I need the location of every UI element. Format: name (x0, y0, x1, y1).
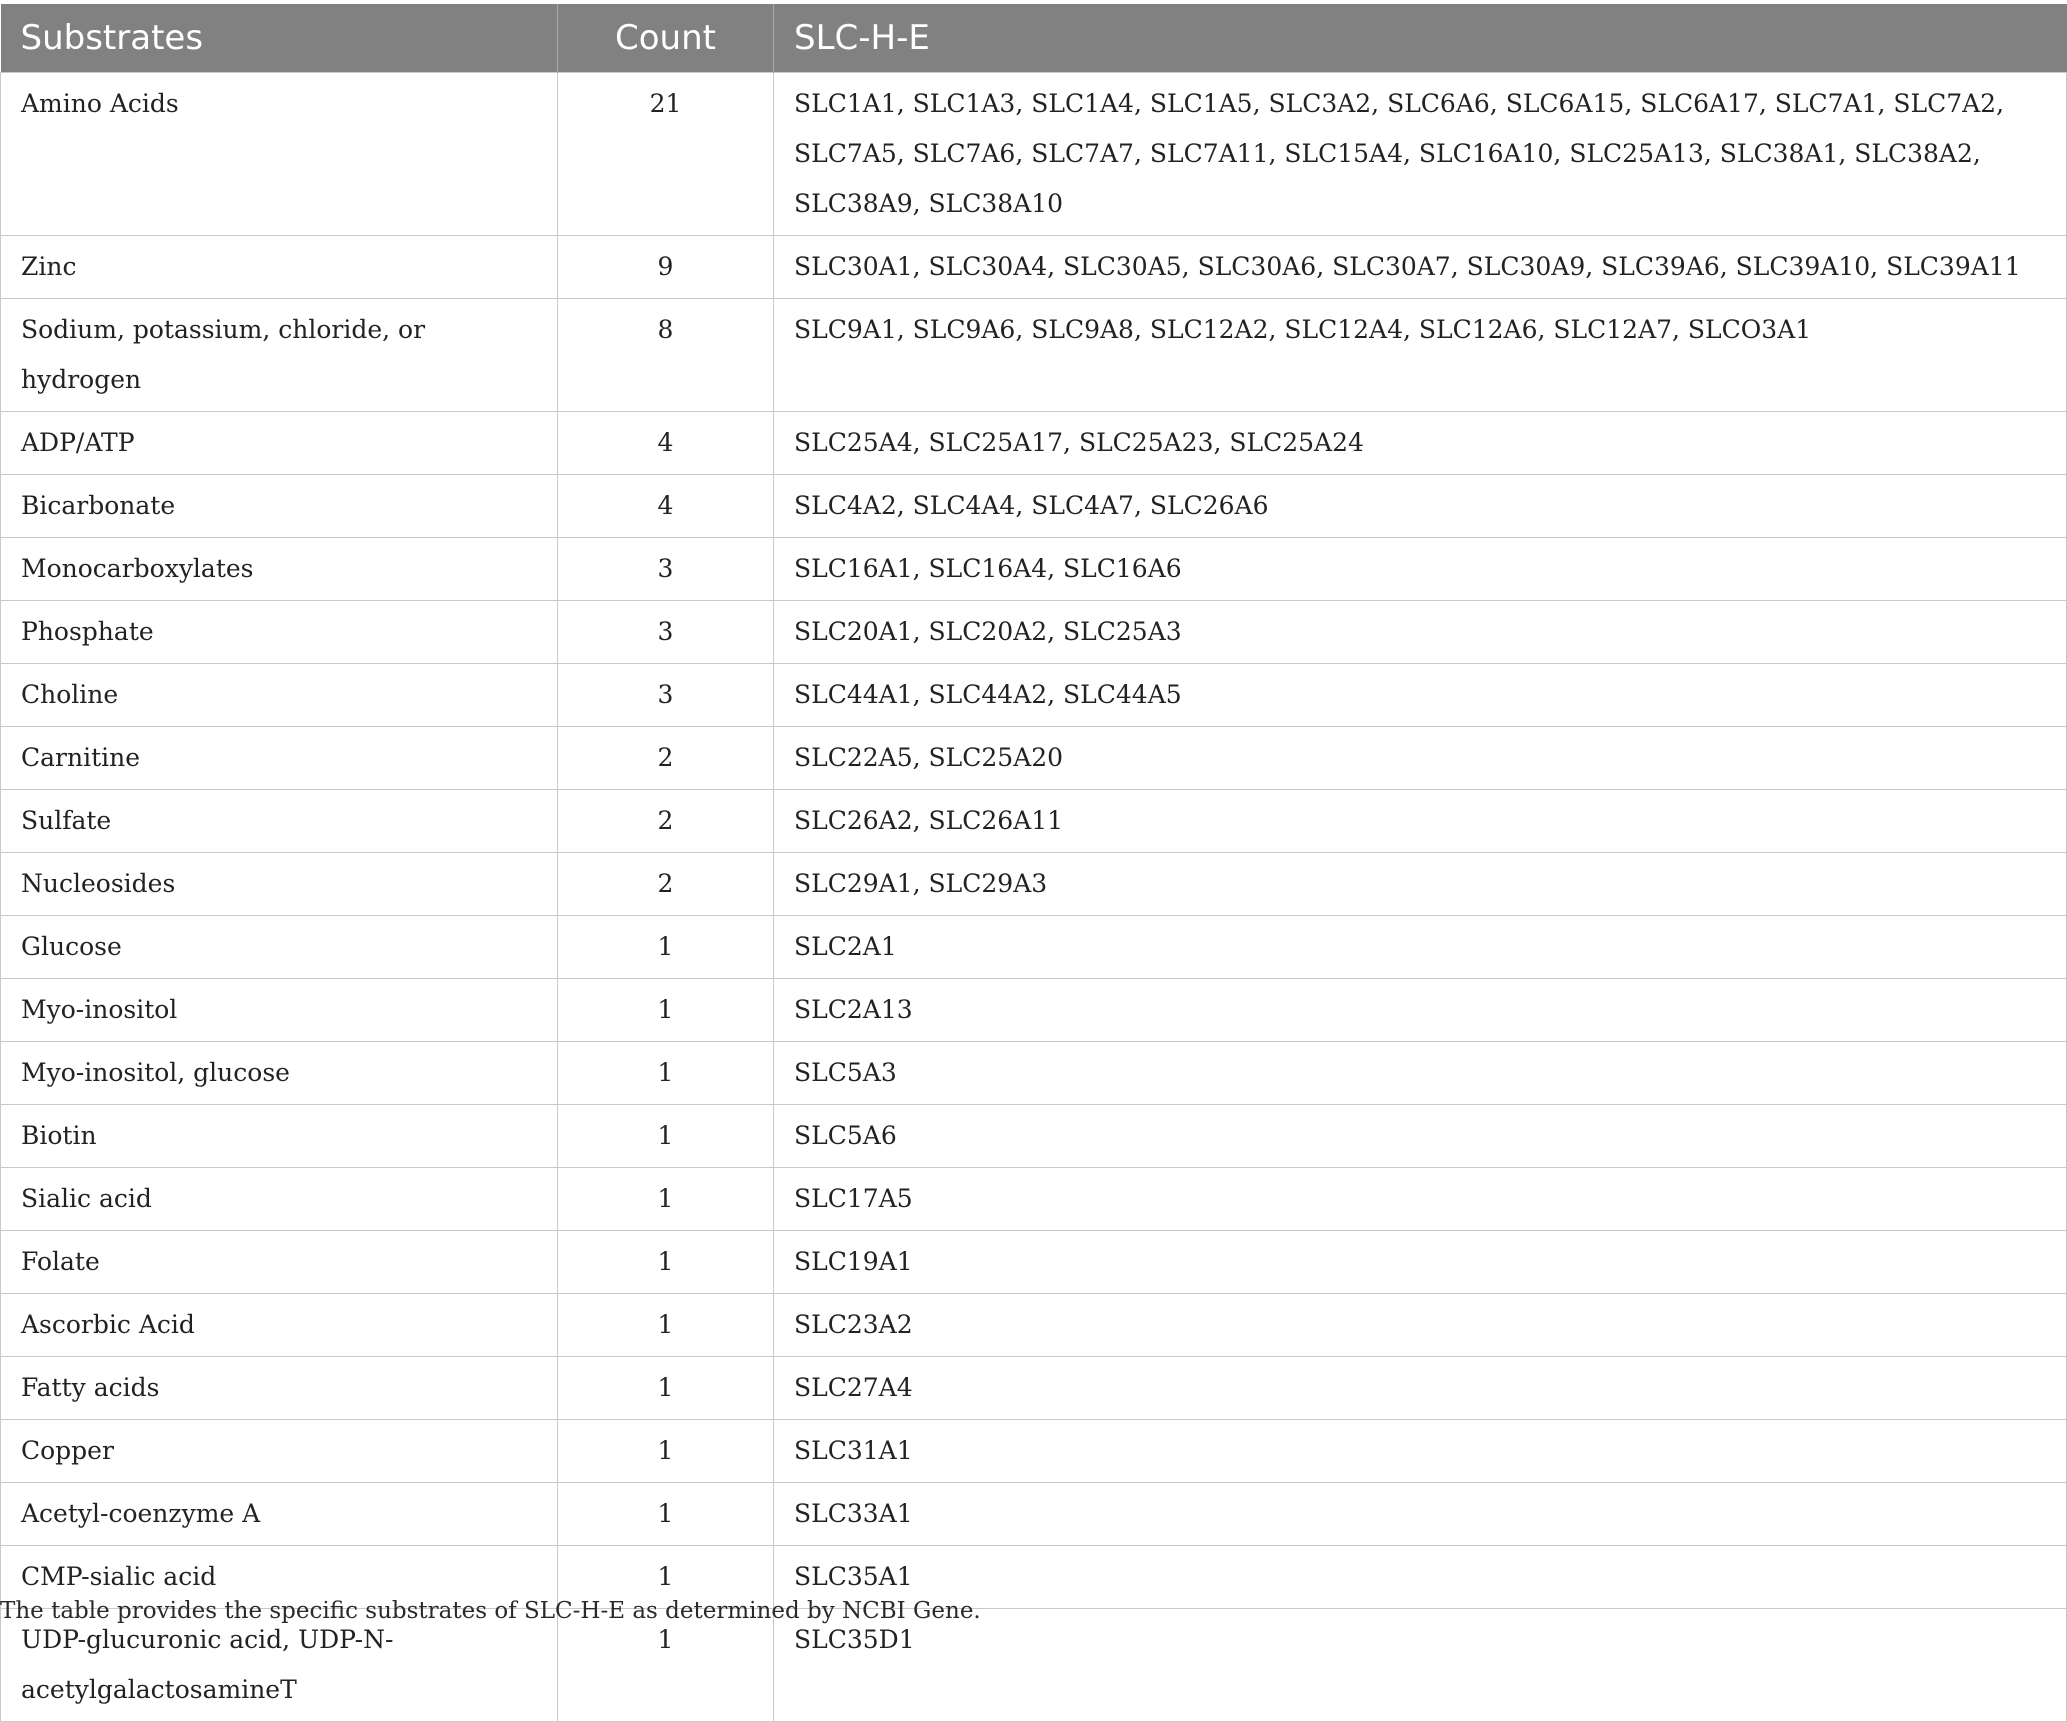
substrate-cell: Sialic acid (1, 1168, 558, 1231)
substrate-cell: Zinc (1, 236, 558, 299)
slc-genes-cell: SLC2A1 (774, 916, 2067, 979)
slc-genes-cell: SLC1A1, SLC1A3, SLC1A4, SLC1A5, SLC3A2, SLC6A6, SLC6A15, SLC6A17, SLC7A1, SLC7A2, SLC7A5, SLC7A6, SLC7A7, SLC7A11, SLC15A4, SLC16A10, SLC25A13, SLC38A1, SLC38A2, SLC38A9, SLC38A10 (774, 73, 2067, 236)
substrate-cell: Myo-inositol, glucose (1, 1042, 558, 1105)
slc-genes-cell: SLC30A1, SLC30A4, SLC30A5, SLC30A6, SLC30A7, SLC30A9, SLC39A6, SLC39A10, SLC39A11 (774, 236, 2067, 299)
slc-genes-cell: SLC25A4, SLC25A17, SLC25A23, SLC25A24 (774, 412, 2067, 475)
slc-genes-cell: SLC35A1 (774, 1546, 2067, 1609)
substrate-cell: Sulfate (1, 790, 558, 853)
table-row (1, 1042, 2067, 1105)
count-cell: 1 (558, 1609, 774, 1722)
count-cell: 1 (558, 1294, 774, 1357)
substrate-cell: Biotin (1, 1105, 558, 1168)
count-cell: 3 (558, 538, 774, 601)
count-cell: 4 (558, 412, 774, 475)
substrate-cell: Acetyl-coenzyme A (1, 1483, 558, 1546)
table-row (1, 601, 2067, 664)
count-cell: 3 (558, 601, 774, 664)
substrate-cell: Copper (1, 1420, 558, 1483)
header-slc-h-e: SLC-H-E (774, 4, 2067, 73)
table-row (1, 538, 2067, 601)
table-container (0, 4, 2066, 1722)
slc-genes-cell: SLC31A1 (774, 1420, 2067, 1483)
table-body (1, 73, 2067, 1722)
substrate-cell: ADP/ATP (1, 412, 558, 475)
slc-genes-cell: SLC26A2, SLC26A11 (774, 790, 2067, 853)
substrate-cell: Choline (1, 664, 558, 727)
count-cell: 3 (558, 664, 774, 727)
substrate-cell: Nucleosides (1, 853, 558, 916)
table-row (1, 916, 2067, 979)
table-row (1, 1294, 2067, 1357)
substrate-cell: Myo-inositol (1, 979, 558, 1042)
substrate-cell: Fatty acids (1, 1357, 558, 1420)
count-cell: 1 (558, 1105, 774, 1168)
slc-genes-cell: SLC16A1, SLC16A4, SLC16A6 (774, 538, 2067, 601)
table-row (1, 1105, 2067, 1168)
header-count: Count (558, 4, 774, 73)
slc-genes-cell: SLC29A1, SLC29A3 (774, 853, 2067, 916)
table-row (1, 412, 2067, 475)
table-row (1, 1483, 2067, 1546)
slc-genes-cell: SLC22A5, SLC25A20 (774, 727, 2067, 790)
table-row (1, 790, 2067, 853)
count-cell: 8 (558, 299, 774, 412)
table-row (1, 1231, 2067, 1294)
table-row (1, 299, 2067, 412)
table-row (1, 979, 2067, 1042)
count-cell: 1 (558, 1483, 774, 1546)
slc-genes-cell: SLC5A3 (774, 1042, 2067, 1105)
table-row (1, 1420, 2067, 1483)
table-header (1, 4, 2067, 73)
count-cell: 21 (558, 73, 774, 236)
slc-genes-cell: SLC23A2 (774, 1294, 2067, 1357)
substrate-cell: Phosphate (1, 601, 558, 664)
substrate-cell: Carnitine (1, 727, 558, 790)
count-cell: 9 (558, 236, 774, 299)
count-cell: 1 (558, 1420, 774, 1483)
substrate-cell: Sodium, potassium, chloride, or hydrogen (1, 299, 558, 412)
count-cell: 2 (558, 853, 774, 916)
table-row (1, 1609, 2067, 1722)
table-footnote: The table provides the specific substrates of SLC-H-E as determined by NCBI Gene. (0, 1598, 981, 1624)
table-row (1, 664, 2067, 727)
header-row (1, 4, 2067, 73)
table-row (1, 475, 2067, 538)
slc-genes-cell: SLC9A1, SLC9A6, SLC9A8, SLC12A2, SLC12A4, SLC12A6, SLC12A7, SLCO3A1 (774, 299, 2067, 412)
slc-genes-cell: SLC27A4 (774, 1357, 2067, 1420)
slc-genes-cell: SLC20A1, SLC20A2, SLC25A3 (774, 601, 2067, 664)
substrate-cell: CMP-sialic acid (1, 1546, 558, 1609)
slc-genes-cell: SLC2A13 (774, 979, 2067, 1042)
count-cell: 1 (558, 979, 774, 1042)
substrate-cell: Ascorbic Acid (1, 1294, 558, 1357)
substrate-cell: Amino Acids (1, 73, 558, 236)
count-cell: 4 (558, 475, 774, 538)
table-row (1, 73, 2067, 236)
count-cell: 1 (558, 1357, 774, 1420)
substrate-cell: UDP-glucuronic acid, UDP-N-acetylgalactosamineT (1, 1609, 558, 1722)
slc-genes-cell: SLC4A2, SLC4A4, SLC4A7, SLC26A6 (774, 475, 2067, 538)
slc-genes-cell: SLC44A1, SLC44A2, SLC44A5 (774, 664, 2067, 727)
substrates-table (0, 4, 2067, 1722)
count-cell: 1 (558, 1042, 774, 1105)
substrate-cell: Glucose (1, 916, 558, 979)
substrate-cell: Folate (1, 1231, 558, 1294)
slc-genes-cell: SLC17A5 (774, 1168, 2067, 1231)
slc-genes-cell: SLC35D1 (774, 1609, 2067, 1722)
slc-genes-cell: SLC33A1 (774, 1483, 2067, 1546)
count-cell: 2 (558, 790, 774, 853)
table-row (1, 727, 2067, 790)
count-cell: 1 (558, 1231, 774, 1294)
substrate-cell: Bicarbonate (1, 475, 558, 538)
count-cell: 1 (558, 1546, 774, 1609)
count-cell: 2 (558, 727, 774, 790)
table-row (1, 853, 2067, 916)
slc-genes-cell: SLC19A1 (774, 1231, 2067, 1294)
table-row (1, 1168, 2067, 1231)
count-cell: 1 (558, 1168, 774, 1231)
count-cell: 1 (558, 916, 774, 979)
header-substrates: Substrates (1, 4, 558, 73)
table-row (1, 1357, 2067, 1420)
substrate-cell: Monocarboxylates (1, 538, 558, 601)
slc-genes-cell: SLC5A6 (774, 1105, 2067, 1168)
table-row (1, 236, 2067, 299)
